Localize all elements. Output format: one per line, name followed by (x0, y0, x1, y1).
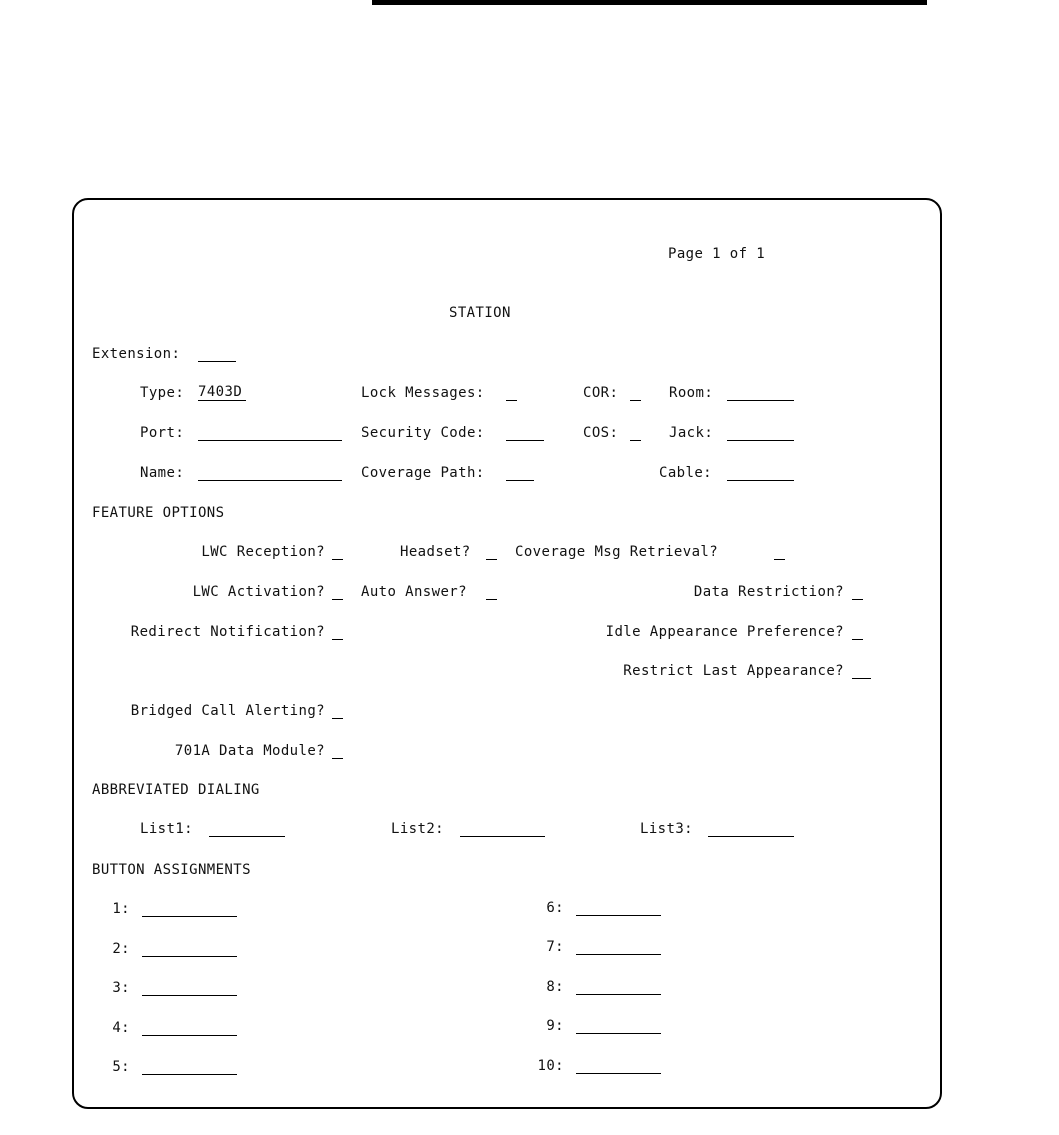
button-assignment-label-7: 7: (546, 939, 564, 955)
name-label: Name: (140, 465, 185, 481)
lwc-activation-field[interactable] (332, 584, 343, 600)
form-title: STATION (449, 305, 511, 321)
coverage-msg-retrieval-label: Coverage Msg Retrieval? (515, 544, 719, 560)
restrict-last-appearance-field[interactable] (852, 663, 871, 679)
name-field[interactable] (198, 465, 342, 481)
room-field[interactable] (727, 385, 794, 401)
button-assignment-label-6: 6: (546, 900, 564, 916)
restrict-last-appearance-label: Restrict Last Appearance? (623, 663, 844, 679)
button-assignment-label-10: 10: (537, 1058, 564, 1074)
list1-field[interactable] (209, 821, 285, 837)
button-assignment-field-2[interactable] (142, 941, 237, 957)
button-assignment-field-10[interactable] (576, 1058, 661, 1074)
coverage-msg-retrieval-field[interactable] (774, 544, 785, 560)
redirect-notification-field[interactable] (332, 624, 343, 640)
data-restriction-field[interactable] (852, 584, 863, 600)
bridged-call-alerting-label: Bridged Call Alerting? (130, 703, 325, 719)
list3-field[interactable] (708, 821, 794, 837)
lock-messages-field[interactable] (506, 385, 517, 401)
button-assignment-field-3[interactable] (142, 980, 237, 996)
extension-label: Extension: (92, 346, 181, 362)
cable-field[interactable] (727, 465, 794, 481)
data-module-701a-label: 701A Data Module? (174, 743, 325, 759)
button-assignment-label-3: 3: (112, 980, 130, 996)
button-assignment-label-9: 9: (546, 1018, 564, 1034)
security-code-field[interactable] (506, 425, 544, 441)
security-code-label: Security Code: (361, 425, 485, 441)
headset-field[interactable] (486, 544, 497, 560)
jack-label: Jack: (669, 425, 714, 441)
list1-label: List1: (140, 821, 193, 837)
coverage-path-label: Coverage Path: (361, 465, 485, 481)
button-assignment-field-8[interactable] (576, 979, 661, 995)
lwc-reception-label: LWC Reception? (201, 544, 325, 560)
button-assignment-label-2: 2: (112, 941, 130, 957)
button-assignment-label-1: 1: (112, 901, 130, 917)
cor-label: COR: (583, 385, 619, 401)
button-assignments-heading: BUTTON ASSIGNMENTS (92, 862, 251, 878)
auto-answer-label: Auto Answer? (361, 584, 467, 600)
page-indicator: Page 1 of 1 (668, 246, 766, 262)
room-label: Room: (669, 385, 714, 401)
coverage-path-field[interactable] (506, 465, 534, 481)
list2-field[interactable] (460, 821, 545, 837)
lock-messages-label: Lock Messages: (361, 385, 485, 401)
data-module-701a-field[interactable] (332, 743, 343, 759)
port-label: Port: (140, 425, 185, 441)
station-form-screen (72, 198, 942, 1109)
port-field[interactable] (198, 425, 342, 441)
cor-field[interactable] (630, 385, 641, 401)
top-rule (372, 0, 927, 5)
feature-options-heading: FEATURE OPTIONS (92, 505, 225, 521)
button-assignment-label-4: 4: (112, 1020, 130, 1036)
button-assignment-label-8: 8: (546, 979, 564, 995)
button-assignment-field-6[interactable] (576, 900, 661, 916)
cable-label: Cable: (659, 465, 712, 481)
abbreviated-dialing-heading: ABBREVIATED DIALING (92, 782, 260, 798)
button-assignment-label-5: 5: (112, 1059, 130, 1075)
idle-appearance-preference-label: Idle Appearance Preference? (605, 624, 844, 640)
lwc-reception-field[interactable] (332, 544, 343, 560)
extension-field[interactable] (198, 346, 236, 362)
type-field[interactable]: 7403D (198, 385, 246, 401)
button-assignment-field-1[interactable] (142, 901, 237, 917)
data-restriction-label: Data Restriction? (693, 584, 844, 600)
bridged-call-alerting-field[interactable] (332, 703, 343, 719)
button-assignment-field-4[interactable] (142, 1020, 237, 1036)
auto-answer-field[interactable] (486, 584, 497, 600)
cos-label: COS: (583, 425, 619, 441)
button-assignment-field-9[interactable] (576, 1018, 661, 1034)
headset-label: Headset? (400, 544, 471, 560)
list3-label: List3: (640, 821, 693, 837)
list2-label: List2: (391, 821, 444, 837)
button-assignment-field-5[interactable] (142, 1059, 237, 1075)
lwc-activation-label: LWC Activation? (192, 584, 325, 600)
redirect-notification-label: Redirect Notification? (130, 624, 325, 640)
type-label: Type: (140, 385, 185, 401)
idle-appearance-preference-field[interactable] (852, 624, 863, 640)
button-assignment-field-7[interactable] (576, 939, 661, 955)
jack-field[interactable] (727, 425, 794, 441)
cos-field[interactable] (630, 425, 641, 441)
